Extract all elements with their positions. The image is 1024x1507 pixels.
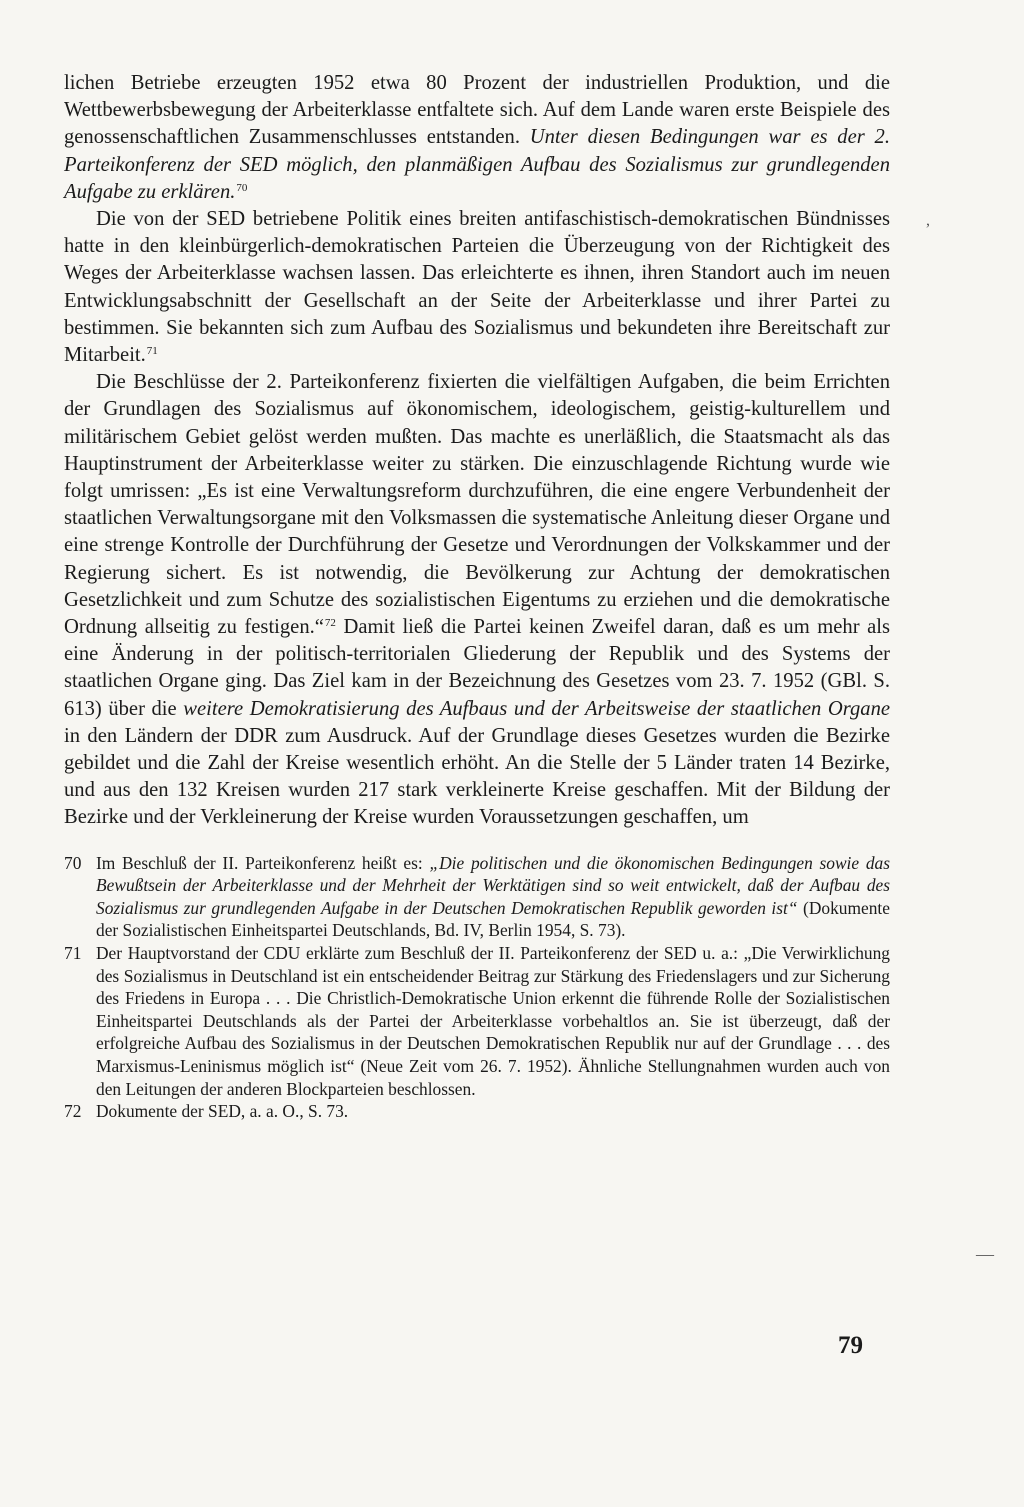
text-span: Damit ließ die Partei keinen Zweifel daran, daß es um mehr als eine Änderung in der politisch-territorialen Gliederung der Republik und des Systems der staatlichen Organe ging. Das Ziel kam in der Bezeichnung des Gesetzes vom 23. 7. 1952 (GBl. S. 613) über die bbox=[64, 616, 890, 720]
text-span: Die Beschlüsse der 2. Parteikonferenz fixierten die vielfältigen Aufgaben, die beim Errichten der Grundlagen des Sozialismus auf ökonomischem, ideologischem, geistig-kulturellem und militärischem Gebiet gelöst werden mußten. Das machte es unerläßlich, die Staatsmacht als das Hauptinstrument der Arbeiterklasse weiter zu stärken. Die einzuschlagende Richtung wurde wie folgt umrissen: „Es ist eine Verwaltungsreform durchzuführen, die eine engere Verbundenheit der staatlichen Verwaltungsorgane mit den Volksmassen die systematische Anleitung dieser Organe und eine strenge Kontrolle der Durchführung der Gesetze und Verordnungen der Volkskammer und der Regierung sichert. Es ist notwendig, die Bevölkerung zur Achtung der demokratischen Gesetzlichkeit und zum Schutze des sozialistischen Eigentums zu erziehen und die demokratische Ordnung allseitig zu festigen.“ bbox=[64, 371, 890, 639]
footnote-text bbox=[96, 852, 890, 942]
book-page bbox=[64, 70, 890, 1123]
text-span: Der Hauptvorstand der CDU erklärte zum Beschluß der II. Parteikonferenz der SED u. a.: „Die Verwirklichung des Sozialismus in Deutschland ist ein entscheidender Beitrag zur Stärkung des Friedenslagers und zur Sicherung des Friedens in Europa . . . Die Christlich-Demokratische Union erkennt die führende Rolle der Sozialistischen Einheitspartei Deutschlands als der Partei der Arbeiterklasse vorbehaltlos an. Sie ist überzeugt, daß der erfolgreiche Aufbau des Sozialismus in der Deutschen Demokratischen Republik nur auf der Grundlage . . . des Marxismus-Leninismus möglich ist“ (Neue Zeit vom 26. 7. 1952). Ähnliche Stellungnahmen wurden auch von den Leitungen der anderen Blockparteien beschlossen. bbox=[96, 943, 890, 1099]
italic-text-span: Unter diesen Bedingungen war es der 2. Parteikonferenz der SED möglich, den planmäßigen Aufbau des Sozialismus zur grundlegenden Aufgabe zu erklären. bbox=[64, 126, 890, 203]
footnote bbox=[64, 942, 890, 1100]
margin-dash-mark: — bbox=[976, 1244, 994, 1264]
text-span: Die von der SED betriebene Politik eines breiten antifaschistisch-demokratischen Bündnisses hatte in den kleinbürgerlich-demokratischen Parteien die Überzeugung von der Richtigkeit des Weges der Arbeiterklasse wachsen lassen. Das erleichterte es ihnen, ihren Standort auch im neuen Entwicklungsabschnitt der Gesellschaft an der Seite der Arbeiterklasse und ihrer Partei zu bestimmen. Sie bekannten sich zum Aufbau des Sozialismus und bekundeten ihre Bereitschaft zur Mitarbeit. bbox=[64, 208, 890, 367]
footnote-reference: 72 bbox=[324, 617, 336, 630]
margin-speck-mark: , bbox=[926, 212, 930, 229]
footnote bbox=[64, 1100, 890, 1123]
footnote bbox=[64, 852, 890, 942]
italic-text-span: „Die politischen und die ökonomischen Bedingungen sowie das Bewußtsein der Arbeiterklasse und der Mehrheit der Werktätigen sind so weit entwickelt, daß der Aufbau des Sozialismus zur grundlegenden Aufgabe in der Deutschen Demokratischen Republik geworden ist“ bbox=[96, 852, 890, 918]
footnote-number: 71 bbox=[64, 943, 82, 964]
paragraph bbox=[64, 70, 890, 206]
footnote-text bbox=[96, 1100, 890, 1123]
footnote-reference: 70 bbox=[236, 181, 248, 194]
body-text bbox=[64, 70, 890, 832]
footnote-number: 72 bbox=[64, 1101, 82, 1122]
text-span: (Dokumente der Sozialistischen Einheitspartei Deutschlands, Bd. IV, Berlin 1954, S. 73). bbox=[96, 897, 890, 941]
page-number: 79 bbox=[838, 1332, 863, 1359]
footnote-number: 70 bbox=[64, 852, 82, 873]
italic-text-span: weitere Demokratisierung des Aufbaus und der Arbeitsweise der staatlichen Organe bbox=[183, 697, 891, 720]
footnotes bbox=[64, 852, 890, 1123]
text-span: Dokumente der SED, a. a. O., S. 73. bbox=[96, 1101, 349, 1122]
paragraph bbox=[64, 369, 890, 831]
footnote-reference: 71 bbox=[146, 345, 158, 358]
text-span: lichen Betriebe erzeugten 1952 etwa 80 Prozent der industriellen Produktion, und die Wettbewerbsbewegung der Arbeiterklasse entfaltete sich. Auf dem Lande waren erste Beispiele des genossenschaftlichen Zusammenschlusses entstanden. bbox=[64, 72, 890, 149]
footnote-text bbox=[96, 942, 890, 1100]
text-span: in den Ländern der DDR zum Ausdruck. Auf der Grundlage dieses Gesetzes wurden die Bezirke gebildet und die Zahl der Kreise wesentlich erhöht. An die Stelle der 5 Länder traten 14 Bezirke, und aus den 132 Kreisen wurden 217 stark verkleinerte Kreise geschaffen. Mit der Bildung der Bezirke und der Verkleinerung der Kreise wurden Voraussetzungen geschaffen, um bbox=[64, 724, 890, 829]
paragraph bbox=[64, 206, 890, 369]
text-span: Im Beschluß der II. Parteikonferenz heißt es: bbox=[96, 852, 430, 873]
